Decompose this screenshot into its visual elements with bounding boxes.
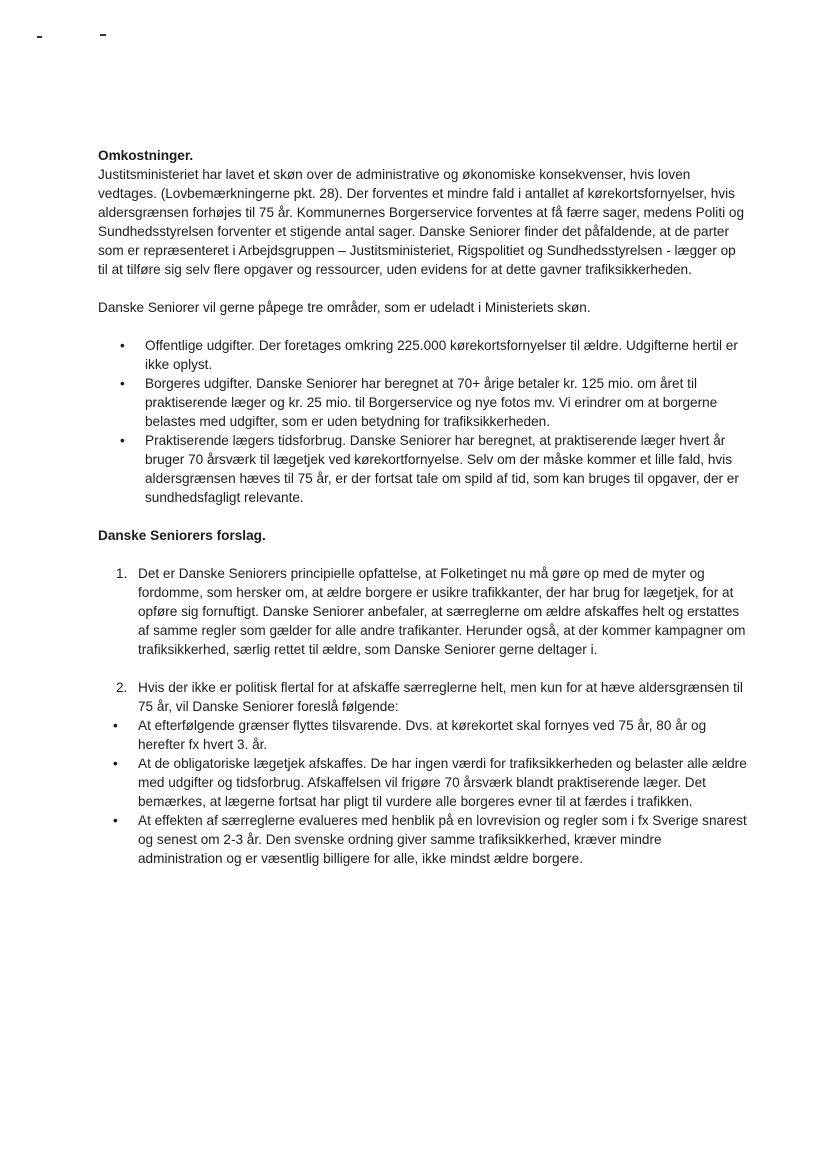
list-item: • At de obligatoriske lægetjek afskaffes. De har ingen værdi for trafiksikkerheden og belaster alle ældre med udgifter og tidsforbrug. Afskaffelsen vil frigøre 70 årsværk blandt praktiserende læger. Det bemærkes, at lægerne fortsat har pligt til vurdere alle borgeres evner til at færdes i trafikken.: [98, 754, 748, 811]
bullet-list: [98, 716, 748, 868]
bullet-list: [98, 336, 748, 507]
document-body: [98, 146, 748, 887]
numbered-item: [98, 678, 748, 716]
section-omkostninger: [98, 146, 748, 507]
section-forslag: [98, 526, 748, 868]
intro-paragraph: Danske Seniorer vil gerne påpege tre områder, som er udeladt i Ministeriets skøn.: [98, 300, 591, 315]
item-number: 2.: [116, 680, 128, 695]
list-item: • At efterfølgende grænser flyttes tilsvarende. Dvs. at kørekortet skal fornyes ved 75 år, 80 år og herefter fx hvert 3. år.: [98, 716, 748, 754]
list-item: • Offentlige udgifter. Der foretages omkring 225.000 kørekortsfornyelser til ældre. Udgifterne hertil er ikke oplyst.: [98, 336, 748, 374]
list-item: • Borgeres udgifter. Danske Seniorer har beregnet at 70+ årige betaler kr. 125 mio. om året til praktiserende læger og kr. 25 mio. til Borgerservice og nye fotos mv. Vi erindrer om at borgerne belastes med udgifter, som er uden betydning for trafiksikkerheden.: [98, 374, 748, 431]
section-heading: Omkostninger.: [98, 148, 194, 163]
item-number: 1.: [116, 566, 128, 581]
scan-mark: [37, 36, 42, 38]
scan-mark: [100, 34, 106, 36]
item-text: Det er Danske Seniorers principielle opfattelse, at Folketinget nu må gøre op med de myter og fordomme, som hersker om, at ældre borgere er usikre trafikkanter, der har brug for lægetjek, for at opføre sig fornuftigt. Danske Seniorer anbefaler, at særreglerne om ældre afskaffes helt og erstattes af samme regler som gælder for alle andre trafikanter. Herunder også, at der kommer kampagner om trafiksikkerhed, særlig rettet til ældre, som Danske Seniorer gerne deltager i.: [138, 566, 746, 657]
numbered-item: [98, 564, 748, 659]
paragraph: Justitsministeriet har lavet et skøn over de administrative og økonomiske konsekvenser, hvis loven vedtages. (Lovbemærkningerne pkt. 28). Der forventes et mindre fald i antallet af kørekortsfornyelser, hvis aldersgrænsen forhøjes til 75 år. Kommunernes Borgerservice forventes at få færre sager, medens Politi og Sundhedsstyrelsen forventer et stigende antal sager. Danske Seniorer finder det påfaldende, at de parter som er repræsenteret i Arbejdsgruppen – Justitsministeriet, Rigspolitiet og Sundhedsstyrelsen - lægger op til at tilføre sig selv flere opgaver og ressourcer, uden evidens for at dette gavner trafiksikkerheden.: [98, 167, 745, 277]
list-item: • At effekten af særreglerne evalueres med henblik på en lovrevision og regler som i fx Sverige snarest og senest om 2-3 år. Den svenske ordning giver samme trafiksikkerhed, kræver mindre administration og er væsentlig billigere for alle, ikke mindst ældre borgere.: [98, 811, 748, 868]
section-heading: Danske Seniorers forslag.: [98, 528, 266, 543]
list-item: • Praktiserende lægers tidsforbrug. Danske Seniorer har beregnet, at praktiserende læger hvert år bruger 70 årsværk til lægetjek ved kørekortfornyelse. Selv om der måske kommer et lille fald, hvis aldersgrænsen hæves til 75 år, er der fortsat tale om spild af tid, som kan bruges til opgaver, der er sundhedsfagligt relevante.: [98, 431, 748, 507]
item-text: Hvis der ikke er politisk flertal for at afskaffe særreglerne helt, men kun for at hæve aldersgrænsen til 75 år, vil Danske Seniorer foreslå følgende:: [138, 680, 743, 714]
